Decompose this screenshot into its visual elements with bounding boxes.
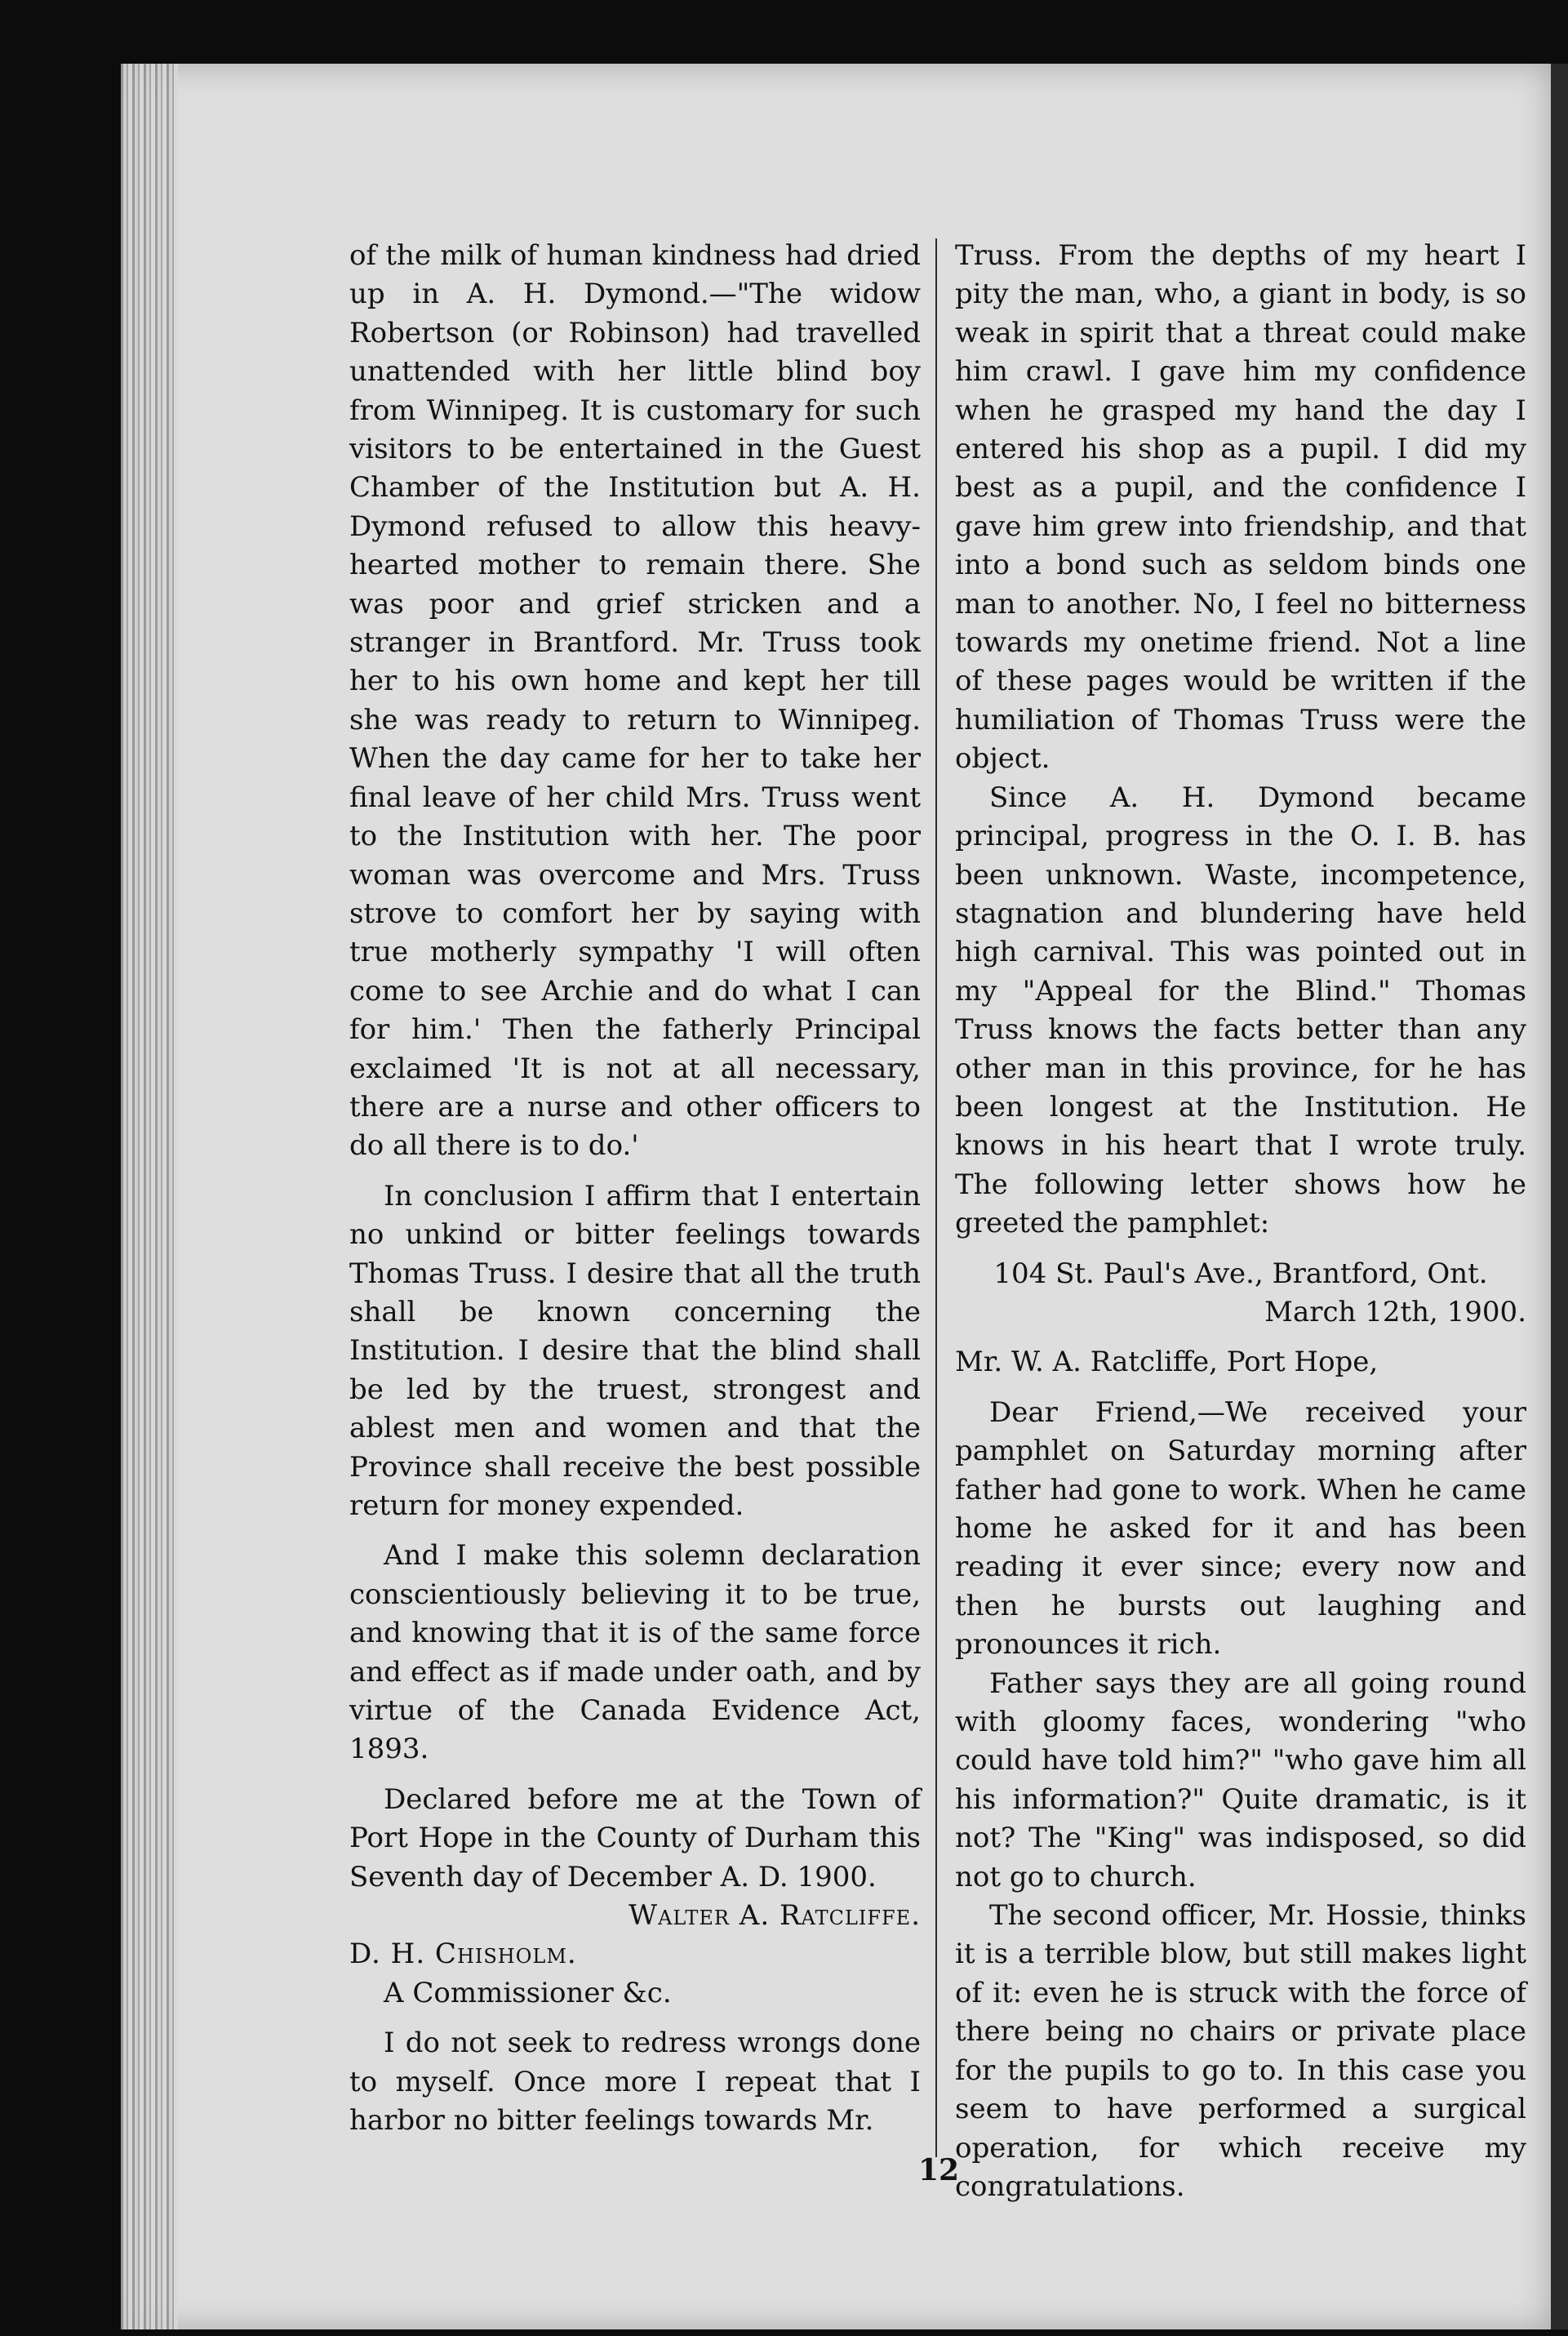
adjacent-page-edge <box>1551 64 1568 2329</box>
commissioner-line: A Commissioner &c. <box>384 1976 672 2009</box>
declaration-paragraph: Declared before me at the Town of Port Hope in the County of Durham this Seventh day of December A. D. 1900. <box>349 1782 921 1893</box>
letter-address: 104 St. Paul's Ave., Brantford, Ont. <box>993 1257 1488 1290</box>
paragraph: I do not seek to redress wrongs done to myself. Once more I repeat that I harbor no bitter feelings towards Mr. <box>349 2027 921 2138</box>
letter-paragraph: The second officer, Mr. Hossie, thinks it is a terrible blow, but still makes light of it: even he is struck with the force of there being no chairs or private place for the pupils to go to. In this case you seem to have performed a surgical operation, for which receive my congratulations. <box>955 1899 1526 2203</box>
paragraph: In conclusion I affirm that I entertain no unkind or bitter feelings towards Thomas Truss. I desire that all the truth shall be known concerning the Institution. I desire that the blind shall be led by the truest, strongest and ablest men and women and that the Province shall receive the best possible return for money expended. <box>349 1179 921 1522</box>
letter-paragraph: Dear Friend,—We received your pamphlet on Saturday morning after father had gone to work. When he came home he asked for it and has been reading it ever since; every now and then he bursts out laughing and pronounces it rich. <box>955 1395 1526 1662</box>
witness-name: D. H. Chisholm. <box>349 1938 577 1971</box>
paragraph: Since A. H. Dymond became principal, progress in the O. I. B. has been unknown. Waste, incompetence, stagnation and blundering have held high carnival. This was pointed out in my "Appeal for the Blind." Thomas Truss knows the facts better than any other man in this province, for he has been longest at the Institution. He knows in his heart that I wrote truly. The following letter shows how he greeted the pamphlet: <box>955 781 1526 1240</box>
letter-recipient: Mr. W. A. Ratcliffe, Port Hope, <box>955 1346 1379 1379</box>
signature: Walter A. Ratcliffe. <box>629 1899 921 1933</box>
paragraph: of the milk of human kindness had dried up in A. H. Dymond.—"The widow Robertson (or Robinson) had travelled unattended with her little blind boy from Winnipeg. It is customary for such visitors to be entertained in the Guest Chamber of the Institution but A. H. Dymond refused to allow this heavy-hearted mother to remain there. She was poor and grief stricken and a stranger in Brantford. Mr. Truss took her to his own home and kept her till she was ready to return to Winnipeg. When the day came for her to take her final leave of her child Mrs. Truss went to the Institution with her. The poor woman was overcome and Mrs. Truss strove to comfort her by saying with true motherly sympathy 'I will often come to see Archie and do what I can for him.' Then the fatherly Principal exclaimed 'It is not at all necessary, there are a nurse and other officers to do all there is to do.' <box>349 239 921 1163</box>
left-text-column <box>349 237 921 2141</box>
letter-date: March 12th, 1900. <box>1264 1295 1526 1328</box>
right-text-column <box>955 237 1526 2206</box>
page-binding-edge <box>121 64 178 2329</box>
letter-paragraph: Father says they are all going round with gloomy faces, wondering "who could have told him?" "who gave him all his information?" Quite dramatic, is it not? The "King" was indisposed, so did not go to church. <box>955 1666 1526 1893</box>
paragraph: And I make this solemn declaration conscientiously believing it to be true, and knowing that it is of the same force and effect as if made under oath, and by virtue of the Canada Evidence Act, 1893. <box>349 1539 921 1766</box>
paragraph: Truss. From the depths of my heart I pity the man, who, a giant in body, is so weak in spirit that a threat could make him crawl. I gave him my confidence when he grasped my hand the day I entered his shop as a pupil. I did my best as a pupil, and the confidence I gave him grew into friendship, and that into a bond such as seldom binds one man to another. No, I feel no bitterness towards my onetime friend. Not a line of these pages would be written if the humiliation of Thomas Truss were the object. <box>955 239 1526 776</box>
page-number: 12 <box>917 2153 960 2187</box>
column-divider <box>935 238 937 2157</box>
